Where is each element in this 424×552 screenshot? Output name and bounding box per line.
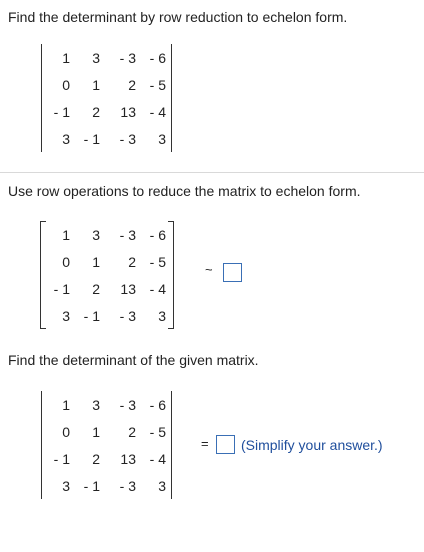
determinant-right-bar bbox=[171, 44, 172, 152]
matrix-cell: - 1 bbox=[83, 130, 100, 147]
left-bracket bbox=[40, 221, 46, 329]
row-equivalent-symbol: ~ bbox=[205, 262, 213, 277]
given-determinant bbox=[44, 44, 166, 152]
matrix-cell: 2 bbox=[128, 253, 136, 270]
part1-instruction: Use row operations to reduce the matrix to echelon form. bbox=[8, 183, 361, 199]
section-divider bbox=[0, 172, 424, 173]
matrix-cell: - 3 bbox=[119, 477, 136, 494]
matrix-cell: 13 bbox=[120, 280, 136, 297]
matrix-cell: 3 bbox=[92, 396, 100, 413]
matrix-cell: - 1 bbox=[53, 280, 70, 297]
matrix-cell: 2 bbox=[92, 103, 100, 120]
matrix-cell: - 3 bbox=[119, 226, 136, 243]
matrix-row bbox=[44, 391, 166, 418]
simplify-hint: (Simplify your answer.) bbox=[241, 437, 383, 453]
matrix-cell: - 6 bbox=[149, 396, 166, 413]
matrix-cell: - 6 bbox=[149, 226, 166, 243]
determinant-matrix bbox=[44, 391, 166, 499]
matrix-cell: - 5 bbox=[149, 423, 166, 440]
matrix-cell: - 4 bbox=[149, 280, 166, 297]
matrix-cell: 2 bbox=[128, 76, 136, 93]
matrix-cell: 13 bbox=[120, 103, 136, 120]
matrix-cell: - 6 bbox=[149, 49, 166, 66]
matrix-cell: 1 bbox=[92, 76, 100, 93]
matrix-cell: - 3 bbox=[119, 396, 136, 413]
matrix-cell: 3 bbox=[62, 130, 70, 147]
matrix-row bbox=[44, 125, 166, 152]
matrix-cell: - 1 bbox=[83, 477, 100, 494]
matrix-body-2 bbox=[44, 221, 166, 329]
matrix-table bbox=[44, 391, 166, 499]
matrix-cell: 1 bbox=[92, 423, 100, 440]
matrix-cell: 2 bbox=[128, 423, 136, 440]
matrix-cell: 3 bbox=[92, 49, 100, 66]
part2-instruction: Find the determinant of the given matrix. bbox=[8, 352, 259, 368]
matrix-table bbox=[44, 44, 166, 152]
echelon-matrix bbox=[44, 221, 166, 329]
matrix-cell: 2 bbox=[92, 280, 100, 297]
matrix-row bbox=[44, 44, 166, 71]
matrix-cell: - 3 bbox=[119, 130, 136, 147]
matrix-cell: 3 bbox=[158, 307, 166, 324]
matrix-body-1 bbox=[44, 44, 166, 152]
matrix-cell: - 5 bbox=[149, 253, 166, 270]
matrix-cell: - 1 bbox=[53, 103, 70, 120]
matrix-cell: 1 bbox=[62, 226, 70, 243]
matrix-cell: 1 bbox=[92, 253, 100, 270]
right-bracket bbox=[168, 221, 174, 329]
matrix-cell: 0 bbox=[62, 253, 70, 270]
matrix-cell: 1 bbox=[62, 49, 70, 66]
echelon-answer-input[interactable] bbox=[223, 263, 242, 282]
determinant-left-bar bbox=[41, 44, 42, 152]
determinant-answer-input[interactable] bbox=[216, 435, 235, 454]
matrix-row bbox=[44, 445, 166, 472]
matrix-row bbox=[44, 71, 166, 98]
matrix-row bbox=[44, 98, 166, 125]
matrix-cell: 3 bbox=[158, 130, 166, 147]
matrix-row bbox=[44, 221, 166, 248]
matrix-cell: 3 bbox=[92, 226, 100, 243]
matrix-cell: - 4 bbox=[149, 450, 166, 467]
question-prompt: Find the determinant by row reduction to echelon form. bbox=[8, 9, 348, 25]
matrix-cell: 3 bbox=[62, 477, 70, 494]
matrix-row bbox=[44, 472, 166, 499]
matrix-cell: 1 bbox=[62, 396, 70, 413]
matrix-table bbox=[44, 221, 166, 329]
matrix-cell: 2 bbox=[92, 450, 100, 467]
matrix-cell: 0 bbox=[62, 423, 70, 440]
determinant-left-bar bbox=[41, 391, 42, 499]
matrix-cell: 0 bbox=[62, 76, 70, 93]
matrix-row bbox=[44, 275, 166, 302]
matrix-body-3 bbox=[44, 391, 166, 499]
matrix-row bbox=[44, 418, 166, 445]
matrix-row bbox=[44, 302, 166, 329]
matrix-cell: - 1 bbox=[83, 307, 100, 324]
equals-symbol: = bbox=[201, 436, 209, 451]
matrix-cell: - 5 bbox=[149, 76, 166, 93]
matrix-cell: 3 bbox=[158, 477, 166, 494]
matrix-cell: 13 bbox=[120, 450, 136, 467]
matrix-cell: - 3 bbox=[119, 307, 136, 324]
matrix-cell: - 3 bbox=[119, 49, 136, 66]
matrix-cell: 3 bbox=[62, 307, 70, 324]
matrix-row bbox=[44, 248, 166, 275]
determinant-right-bar bbox=[171, 391, 172, 499]
matrix-cell: - 1 bbox=[53, 450, 70, 467]
matrix-cell: - 4 bbox=[149, 103, 166, 120]
